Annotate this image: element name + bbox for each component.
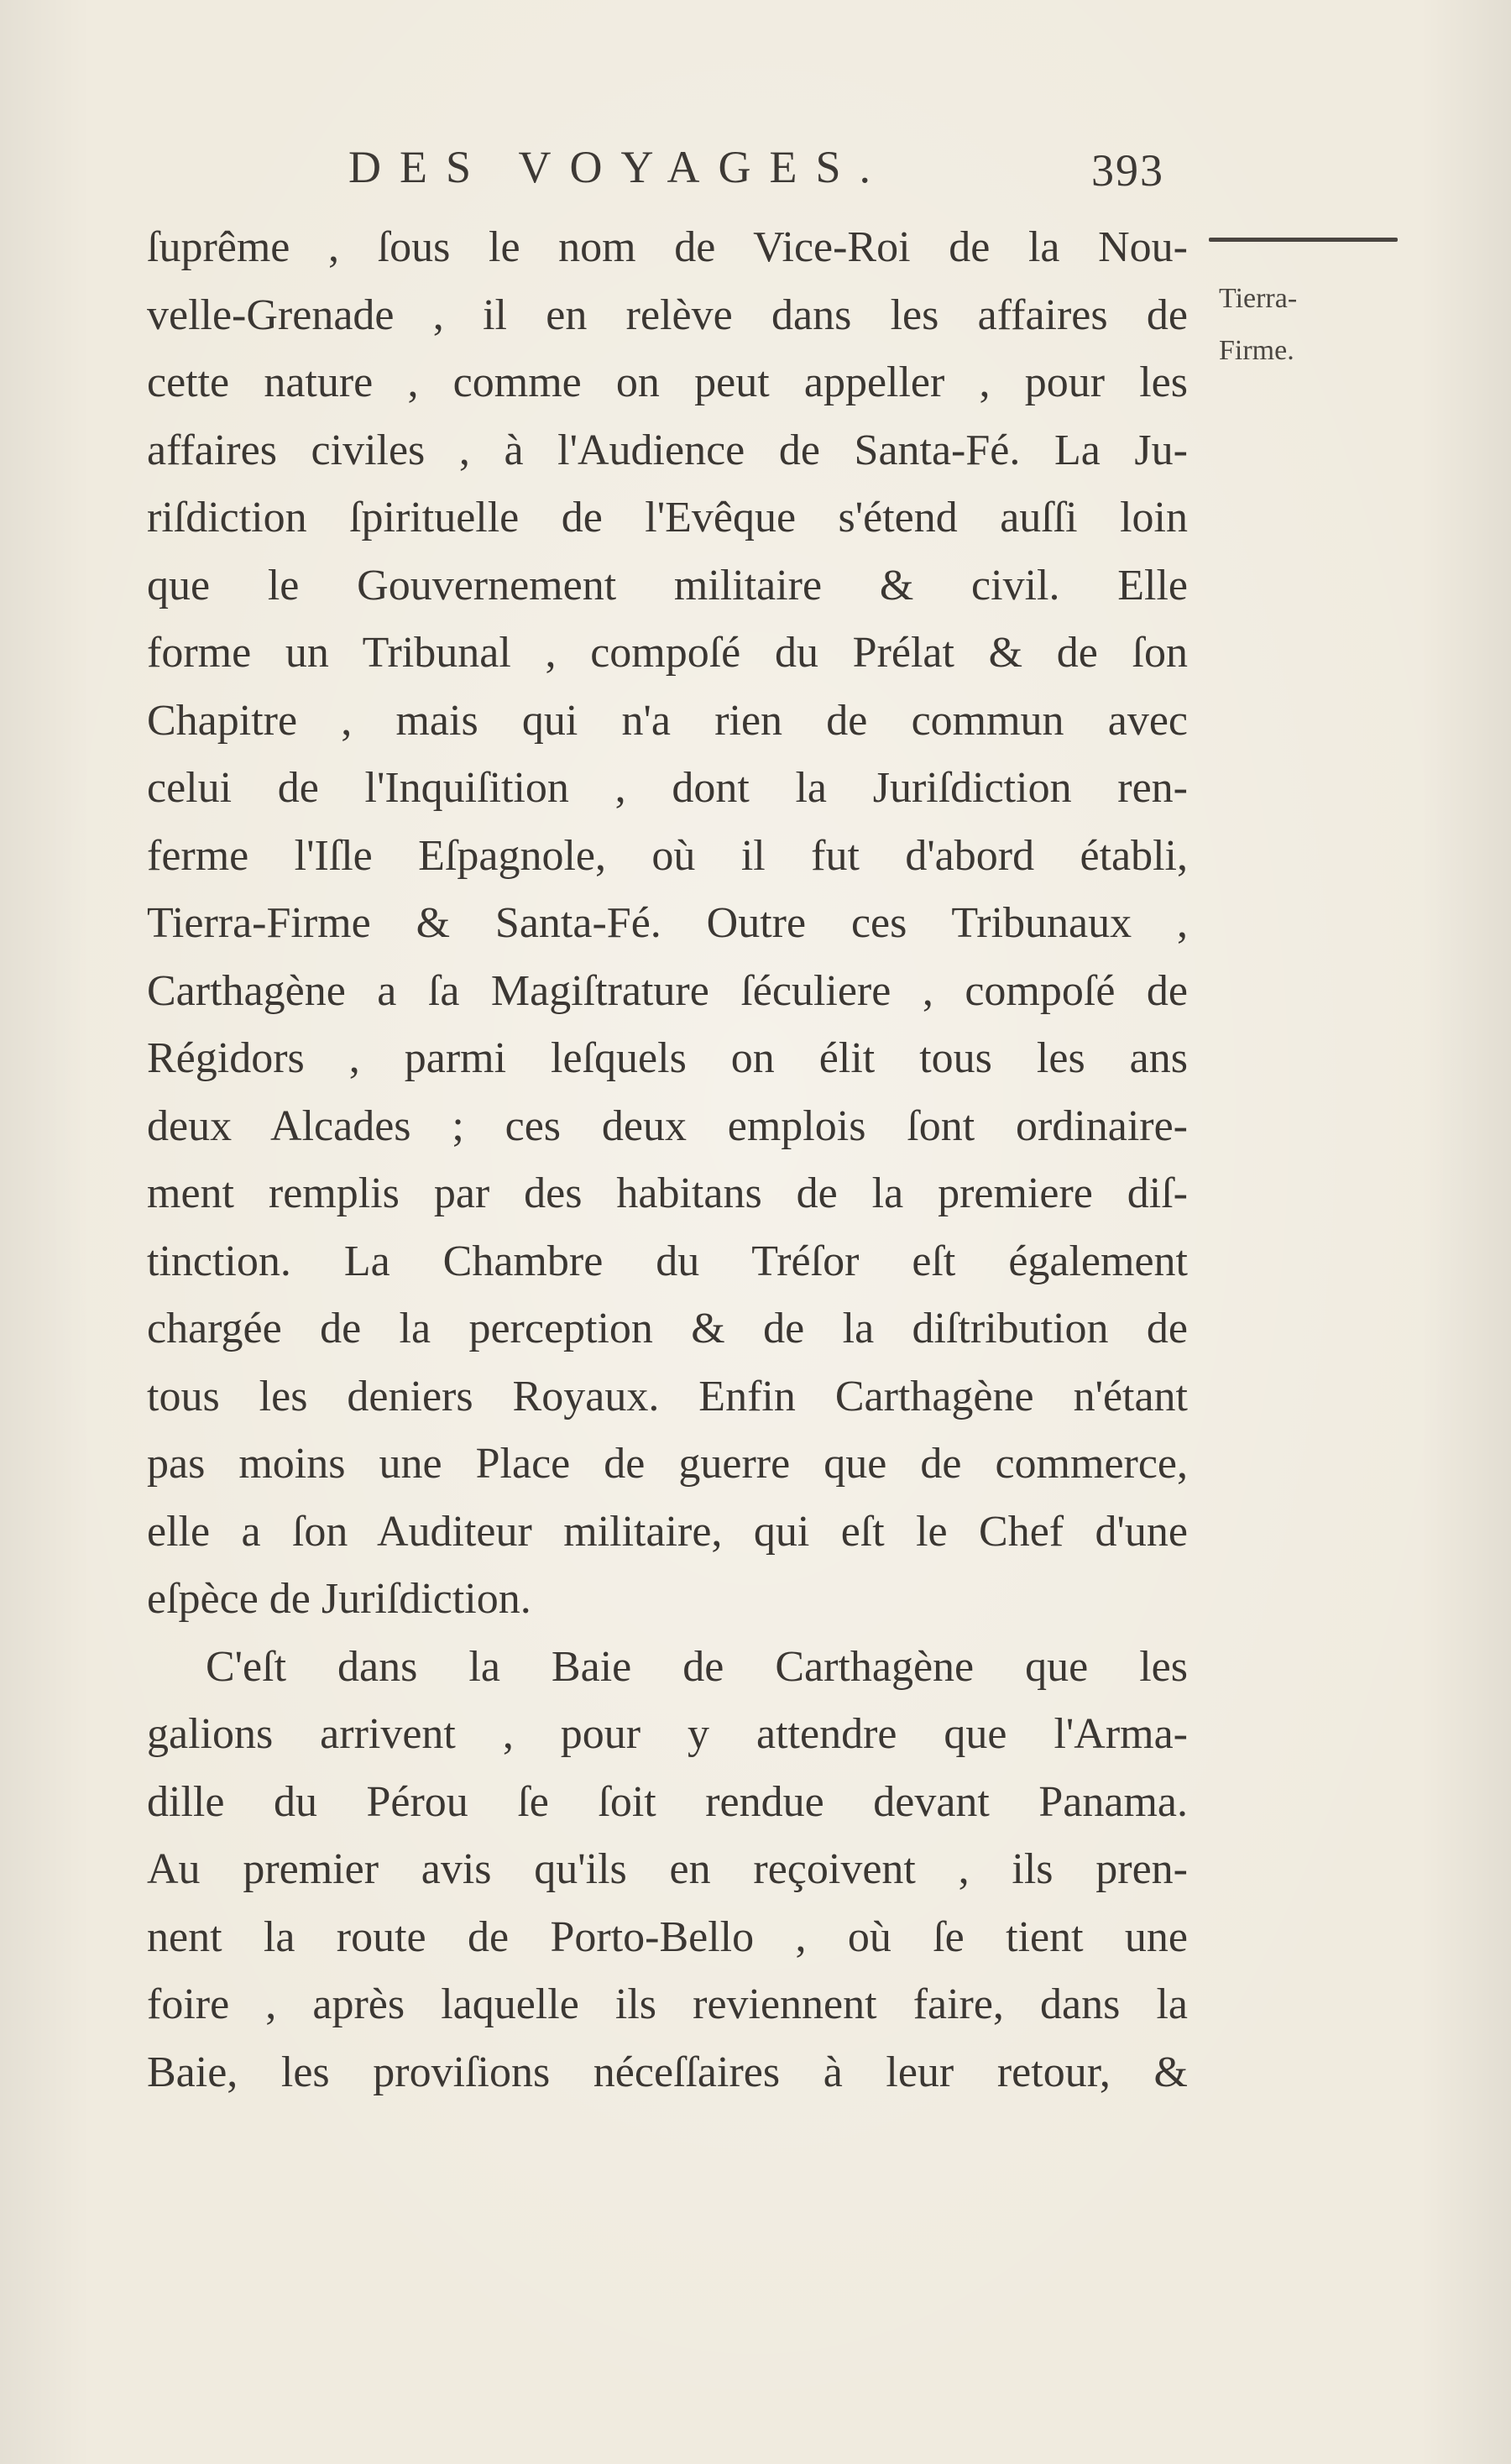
text-line: eſpèce de Juriſdiction. [147, 1575, 531, 1623]
text-line: C'eſt dans la Baie de Carthagène que les [206, 1642, 1188, 1691]
text-line: pas moins une Place de guerre que de commerce, [147, 1440, 1188, 1488]
text-line: tinction. La Chambre du Tréſor eſt également [147, 1237, 1188, 1285]
body-text [147, 214, 1188, 2106]
text-line: Chapitre , mais qui n'a rien de commun avec [147, 696, 1188, 745]
margin-note-line: Tierra- [1219, 283, 1298, 314]
margin-note [1219, 273, 1387, 377]
margin-rule [1209, 238, 1398, 242]
text-line: foire , après laquelle ils reviennent faire, dans la [147, 1980, 1188, 2028]
text-line: tous les deniers Royaux. Enfin Carthagène n'étant [147, 1372, 1188, 1420]
margin-note-line: Firme. [1219, 335, 1294, 366]
text-line: ſuprême , ſous le nom de Vice-Roi de la Nou- [147, 223, 1188, 271]
text-line: ment remplis par des habitans de la premiere diſ- [147, 1169, 1188, 1217]
text-line: Régidors , parmi leſquels on élit tous les ans [147, 1034, 1188, 1082]
text-line: chargée de la perception & de la diſtribution de [147, 1305, 1188, 1352]
text-line: riſdiction ſpirituelle de l'Evêque s'étend auſſi loin [147, 494, 1188, 541]
page-number: 393 [1091, 145, 1164, 196]
text-line: deux Alcades ; ces deux emplois ſont ordinaire- [147, 1101, 1188, 1150]
text-line: que le Gouvernement militaire & civil. Elle [147, 561, 1188, 609]
text-line: elle a ſon Auditeur militaire, qui eſt le Chef d'une [147, 1507, 1188, 1556]
text-line: forme un Tribunal , compoſé du Prélat & de ſon [147, 629, 1188, 677]
text-line: Au premier avis qu'ils en reçoivent , ils pren- [147, 1845, 1188, 1893]
text-line: nent la route de Porto-Bello , où ſe tient une [147, 1912, 1188, 1961]
text-line: galions arrivent , pour y attendre que l'Arma- [147, 1710, 1188, 1758]
text-line: Carthagène a ſa Magiſtrature ſéculiere , compoſé de [147, 966, 1188, 1015]
text-line: celui de l'Inquiſition , dont la Juriſdiction ren- [147, 764, 1188, 812]
running-title: DES VOYAGES. [348, 142, 890, 192]
text-line: cette nature , comme on peut appeller , pour les [147, 358, 1188, 406]
text-line: velle-Grenade , il en relève dans les affaires de [147, 290, 1188, 339]
text-line: ferme l'Iſle Eſpagnole, où il fut d'abord établi, [147, 831, 1188, 880]
text-line: dille du Pérou ſe ſoit rendue devant Panama. [147, 1777, 1188, 1826]
text-line: Tierra-Firme & Santa-Fé. Outre ces Tribunaux , [147, 899, 1188, 947]
text-line: Baie, les proviſions néceſſaires à leur retour, & [147, 2048, 1188, 2096]
text-line: affaires civiles , à l'Audience de Santa-Fé. La Ju- [147, 426, 1188, 474]
